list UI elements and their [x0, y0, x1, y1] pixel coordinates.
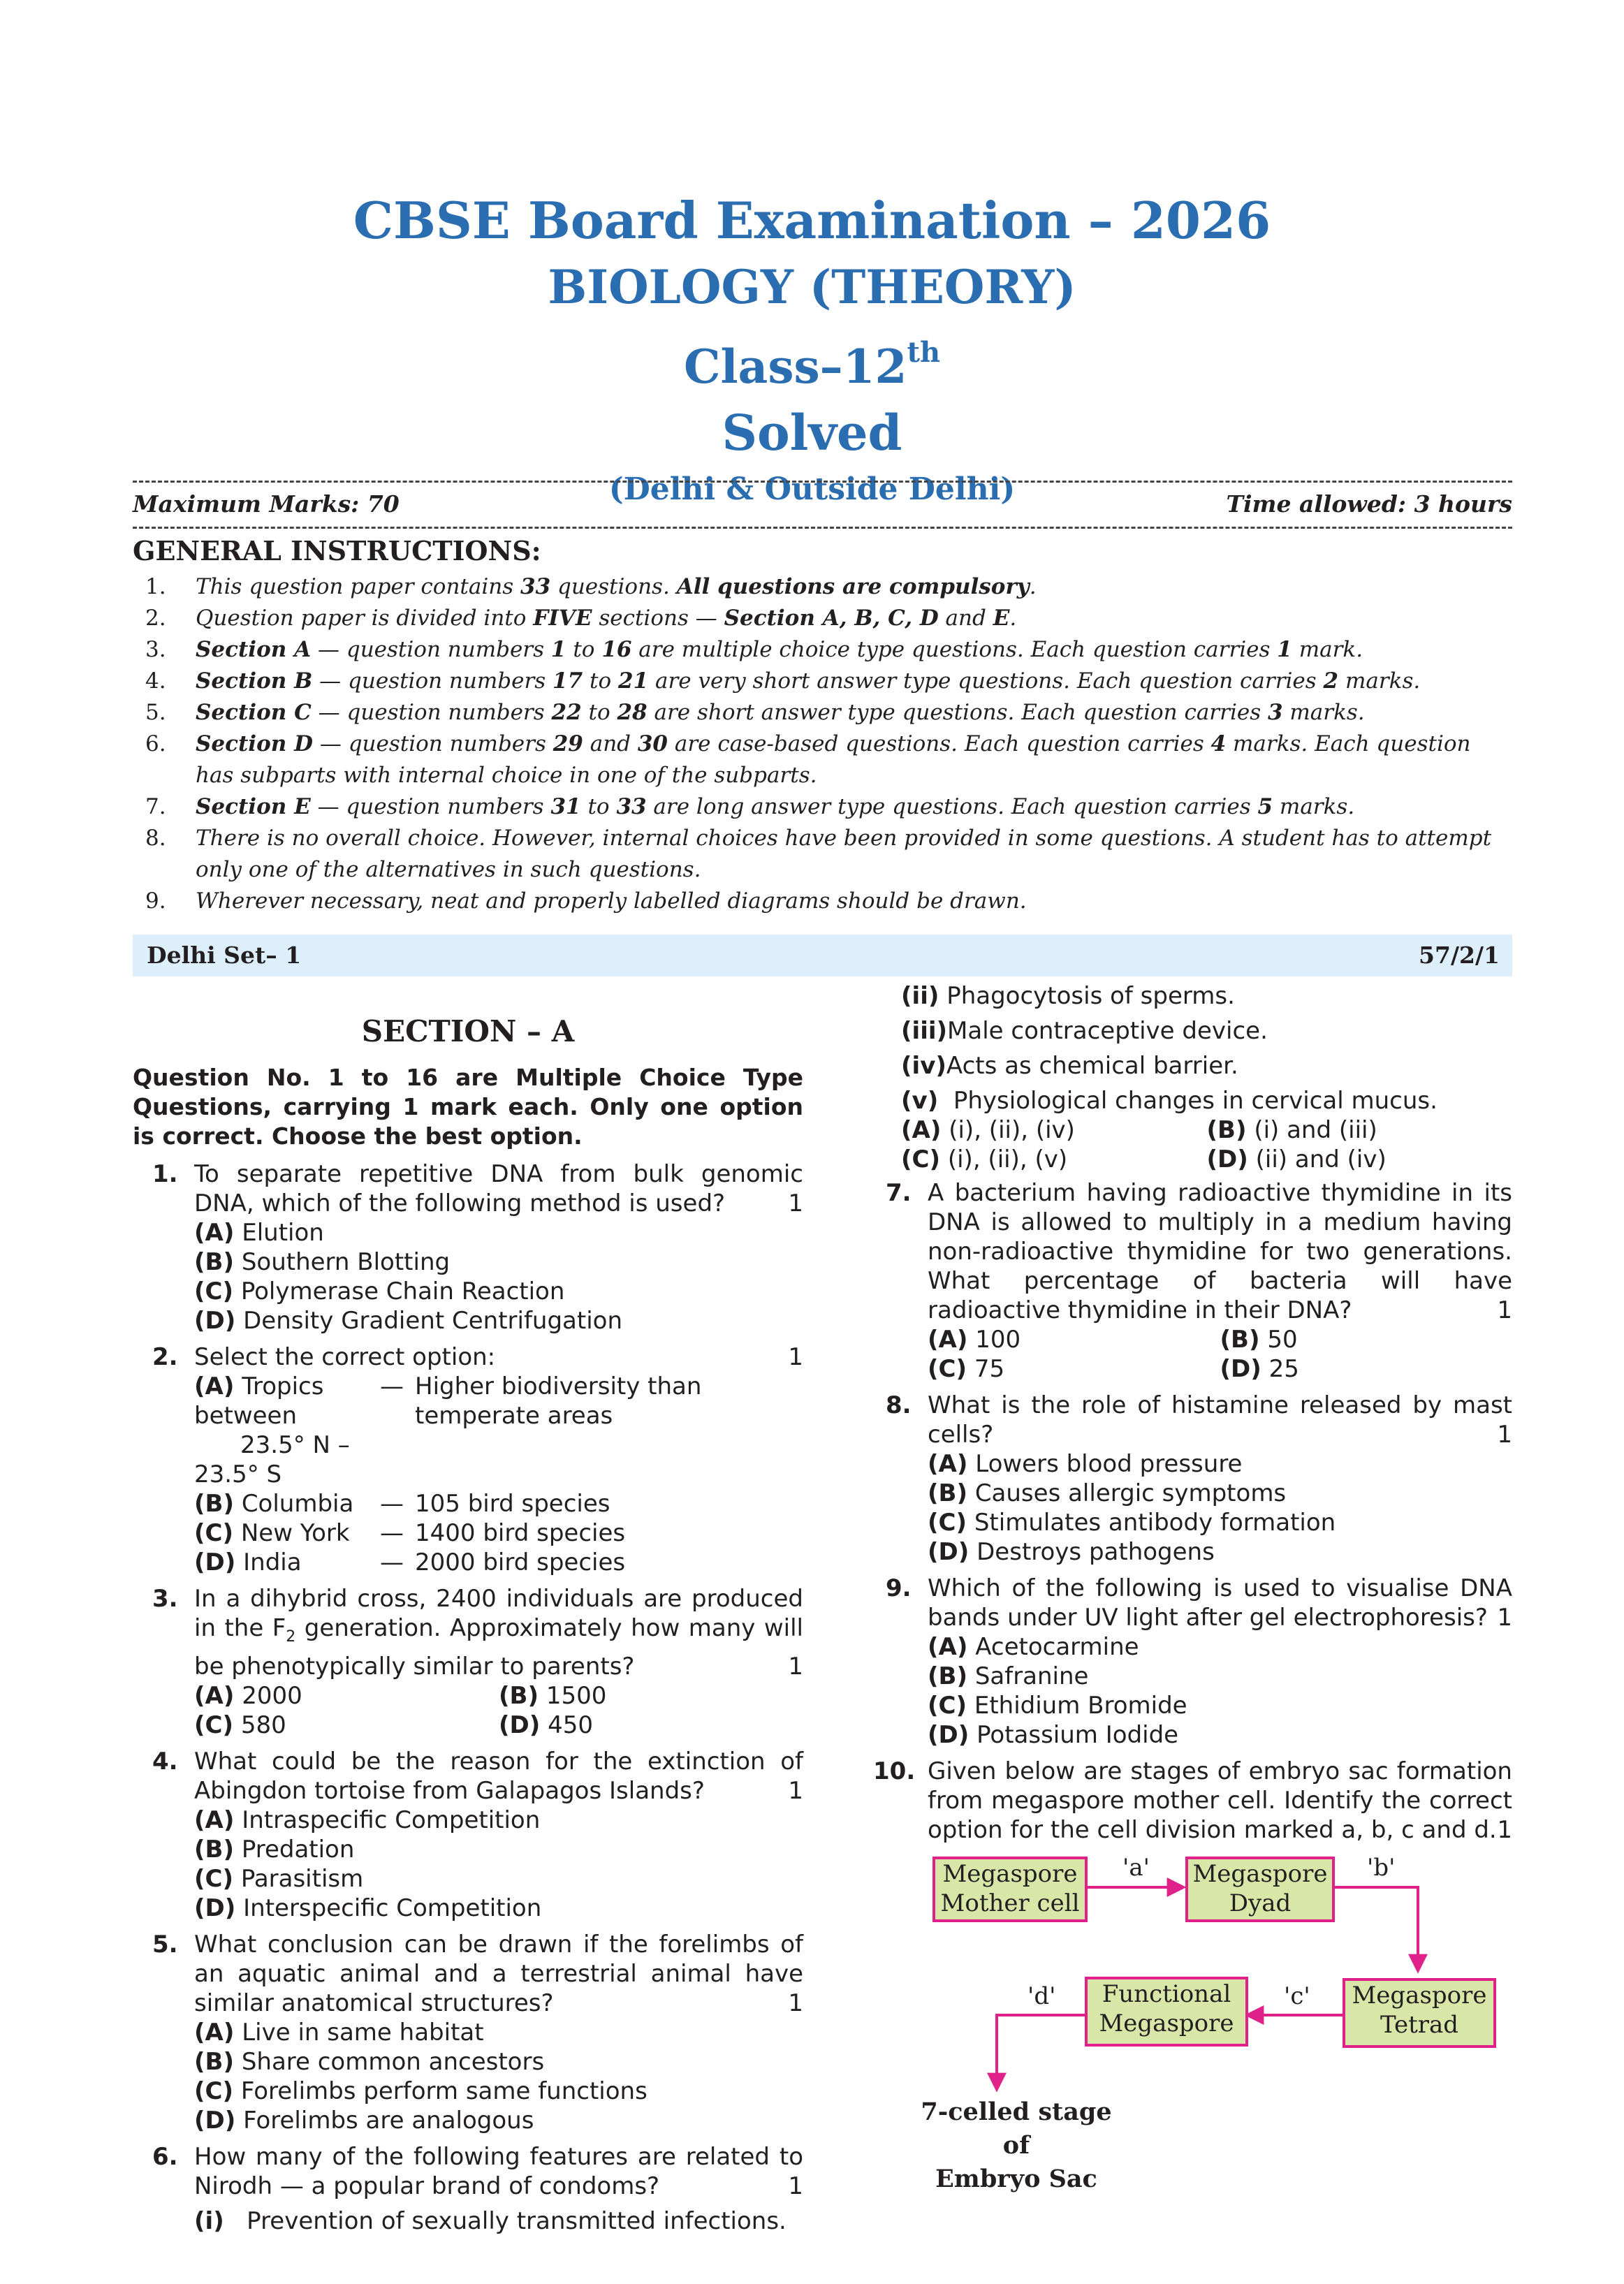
option: (A) (i), (ii), (iv) — [901, 1116, 1075, 1144]
box-megaspore-mother-cell: Megaspore Mother cell — [932, 1857, 1088, 1922]
question-mark: 1 — [788, 1652, 803, 1681]
question-6-continued — [866, 981, 1512, 1174]
divider-top — [133, 481, 1512, 483]
option: (D) 450 — [499, 1711, 594, 1739]
option: (A) Lowers blood pressure — [928, 1450, 1243, 1478]
instruction-item: 5. Section C — question numbers 22 to 28 are short answer type questions. Each question carries 3 marks. — [145, 700, 1365, 725]
question-mark: 1 — [1497, 1816, 1512, 1844]
question-6: 6. How many of the following features are related to Nirodh — a popular brand of condoms? 1 (i) Prevention of sexually transmitted infections. — [152, 2142, 803, 2235]
option: (D) (ii) and (iv) — [1206, 1145, 1387, 1173]
option: (D) Destroys pathogens — [928, 1538, 1215, 1566]
section-title: SECTION – A — [361, 1014, 575, 1048]
sub-item: (v) Physiological changes in cervical mucus. — [901, 1087, 1438, 1115]
box-megaspore-dyad: Megaspore Dyad — [1185, 1857, 1335, 1922]
question-mark: 1 — [788, 1189, 803, 1217]
option: (C) Forelimbs perform same functions — [194, 2077, 648, 2105]
question-3: 3. In a dihybrid cross, 2400 individuals are produced in the $F_2$ generation. Approximately how many will be phenotypically similar to parents? 1 (A) 2000 (B) 1500 (C) 580 (D) 450 — [152, 1585, 803, 1739]
sub-item: (iii)Male contraceptive device. — [901, 1017, 1268, 1045]
box-functional-megaspore: Functional Megaspore — [1085, 1977, 1248, 2047]
option: (A) 2000 — [194, 1681, 302, 1710]
label-b: 'b' — [1367, 1854, 1396, 1882]
question-mark: 1 — [788, 2172, 803, 2200]
time-allowed: Time allowed: 3 hours — [1226, 490, 1512, 518]
label-a: 'a' — [1122, 1854, 1150, 1882]
class-title: Class–12th — [683, 336, 941, 394]
right-column — [866, 981, 1512, 1852]
instruction-item: 7. Section E — question numbers 31 to 33 are long answer type questions. Each question carries 5 marks. — [145, 794, 1355, 819]
question-9: 9. Which of the following is used to visualise DNA bands under UV light after gel electrophoresis? 1 (A) Acetocarmine (B) Safranine (C) Ethidium Bromide (D) Potassium Iodide — [886, 1574, 1512, 1749]
option: (B) Causes allergic symptoms — [928, 1479, 1287, 1507]
option: (C) Stimulates antibody formation — [928, 1509, 1336, 1537]
box-megaspore-tetrad: Megaspore Tetrad — [1343, 1978, 1496, 2048]
option: (B) 1500 — [499, 1681, 607, 1710]
question-mark: 1 — [1497, 1296, 1512, 1324]
option: (C) Parasitism — [194, 1864, 364, 1893]
option: (D) Interspecific Competition — [194, 1894, 542, 1922]
option: (C) 580 — [194, 1711, 286, 1739]
option: (B) (i) and (iii) — [1206, 1116, 1377, 1144]
set-name: Delhi Set– 1 — [147, 942, 302, 969]
instruction-item: 3. Section A — question numbers 1 to 16 are multiple choice type questions. Each question carries 1 mark. — [145, 637, 1363, 662]
option: (A) 100 — [928, 1326, 1021, 1354]
instruction-item: 2. Question paper is divided into FIVE sections — Section A, B, C, D and E. — [145, 606, 1017, 631]
exam-title: CBSE Board Examination – 2026 — [353, 191, 1271, 250]
option: (B) Southern Blotting — [194, 1248, 451, 1276]
divider-bottom — [133, 527, 1512, 529]
end-stage-label: 7-celled stage of Embryo Sac — [921, 2098, 1112, 2193]
option: (C) Ethidium Bromide — [928, 1692, 1187, 1720]
label-d: 'd' — [1027, 1982, 1056, 2010]
instructions-list — [133, 571, 1512, 917]
option: (B) Predation — [194, 1835, 355, 1864]
max-marks: Maximum Marks: 70 — [133, 490, 400, 518]
option: (A) Acetocarmine — [928, 1633, 1139, 1661]
section-instruction: Question No. 1 to 16 are Multiple Choice Type Questions, carrying 1 mark each. Only one option is correct. Choose the best option. — [133, 1064, 803, 1150]
sub-item: (ii) Phagocytosis of sperms. — [901, 982, 1235, 1010]
set-code: 57/2/1 — [1419, 942, 1500, 969]
question-7: 7. A bacterium having radioactive thymidine in its DNA is allowed to multiply in a medium having non-radioactive thymidine for two generations. What percentage of bacteria will have radioactive thymidine in their DNA? 1 (A) 100 (B) 50 (C) 75 (D) 25 — [886, 1179, 1512, 1383]
left-column — [133, 992, 803, 2243]
question-4: 4. What could be the reason for the extinction of Abingdon tortoise from Galapagos Islands? 1 (A) Intraspecific Competition (B) Predation (C) Parasitism (D) Interspecific Competition — [152, 1747, 803, 1922]
embryo-sac-diagram — [898, 1830, 1512, 2193]
question-mark: 1 — [1497, 1421, 1512, 1449]
instruction-item: 9. Wherever necessary, neat and properly labelled diagrams should be drawn. — [145, 888, 1027, 914]
question-1: 1. To separate repetitive DNA from bulk genomic DNA, which of the following method is used? 1 (A) Elution (B) Southern Blotting (C) Polymerase Chain Reaction (D) Density Gradient Centrifugation — [152, 1160, 803, 1335]
question-mark: 1 — [788, 1989, 803, 2017]
option: (C) 75 — [928, 1355, 1005, 1383]
question-mark: 1 — [1497, 1604, 1512, 1632]
option: (C) (i), (ii), (v) — [901, 1145, 1068, 1173]
option: (C) Polymerase Chain Reaction — [194, 1278, 565, 1305]
instruction-item: 6. Section D — question numbers 29 and 30 are case-based questions. Each question carries 4 marks. Each question has subparts with internal choice in one of the subparts. — [145, 731, 1471, 788]
match-row: (D) India — 2000 bird species — [194, 1549, 626, 1576]
option: (D) Density Gradient Centrifugation — [194, 1307, 623, 1335]
instruction-item: 1. This question paper contains 33 questions. All questions are compulsory. — [145, 574, 1037, 599]
option: (A) Intraspecific Competition — [194, 1806, 541, 1834]
option: (B) Share common ancestors — [194, 2047, 545, 2076]
set-bar — [133, 935, 1512, 976]
option: (D) 25 — [1220, 1355, 1299, 1383]
question-mark: 1 — [788, 1776, 803, 1805]
option: (B) Safranine — [928, 1662, 1089, 1690]
question-5: 5. What conclusion can be drawn if the forelimbs of an aquatic animal and a terrestrial animal have similar anatomical structures? 1 (A) Live in same habitat (B) Share common ancestors (C) Forelimbs perform same functions (D) Forelimbs are analogous — [152, 1930, 803, 2135]
option: (B) 50 — [1220, 1326, 1298, 1354]
arrow-b — [1335, 1887, 1418, 1970]
option: (A) Live in same habitat — [194, 2018, 484, 2047]
question-2: 2. Select the correct option: 1 (A) Tropics between 23.5° N – 23.5° S — Higher biodiversity than temperate areas (B) Columbia — 105 bird species (C) New York — 1400 bird species (D) India — 2000 bird species — [152, 1343, 803, 1576]
instruction-item: 4. Section B — question numbers 17 to 21 are very short answer type questions. Each question carries 2 marks. — [145, 668, 1421, 694]
question-8: 8. What is the role of histamine released by mast cells? 1 (A) Lowers blood pressure (B) Causes allergic symptoms (C) Stimulates antibody formation (D) Destroys pathogens — [886, 1391, 1512, 1566]
question-10: 10. Given below are stages of embryo sac formation from megaspore mother cell. Identify the correct option for the cell division marked a, b, c and d. 1 — [873, 1757, 1512, 1844]
match-row: (B) Columbia — 105 bird species — [194, 1490, 610, 1518]
label-c: 'c' — [1284, 1982, 1310, 2010]
option: (D) Potassium Iodide — [928, 1721, 1179, 1749]
sub-item: (iv)Acts as chemical barrier. — [901, 1052, 1238, 1080]
arrow-d — [997, 2015, 1085, 2088]
subject-title: BIOLOGY (THEORY) — [548, 260, 1076, 314]
instructions-heading: GENERAL INSTRUCTIONS: — [133, 535, 541, 566]
match-row: (C) New York — 1400 bird species — [194, 1519, 626, 1547]
marks-row — [133, 490, 1512, 518]
match-row: (A) Tropics between 23.5° N – 23.5° S — Higher biodiversity than temperate areas — [194, 1372, 702, 1488]
solved-title: Solved — [722, 404, 902, 462]
region-title: (Delhi & Outside Delhi) — [608, 471, 1016, 507]
option: (D) Forelimbs are analogous — [194, 2106, 534, 2135]
title-block — [0, 187, 1624, 511]
question-mark: 1 — [788, 1343, 803, 1371]
option: (A) Elution — [194, 1219, 324, 1247]
instruction-item: 8. There is no overall choice. However, internal choices have been provided in some questions. A student has to attempt only one of the alternatives in such questions. — [145, 826, 1492, 882]
sub-item: (i) Prevention of sexually transmitted infections. — [194, 2206, 787, 2235]
